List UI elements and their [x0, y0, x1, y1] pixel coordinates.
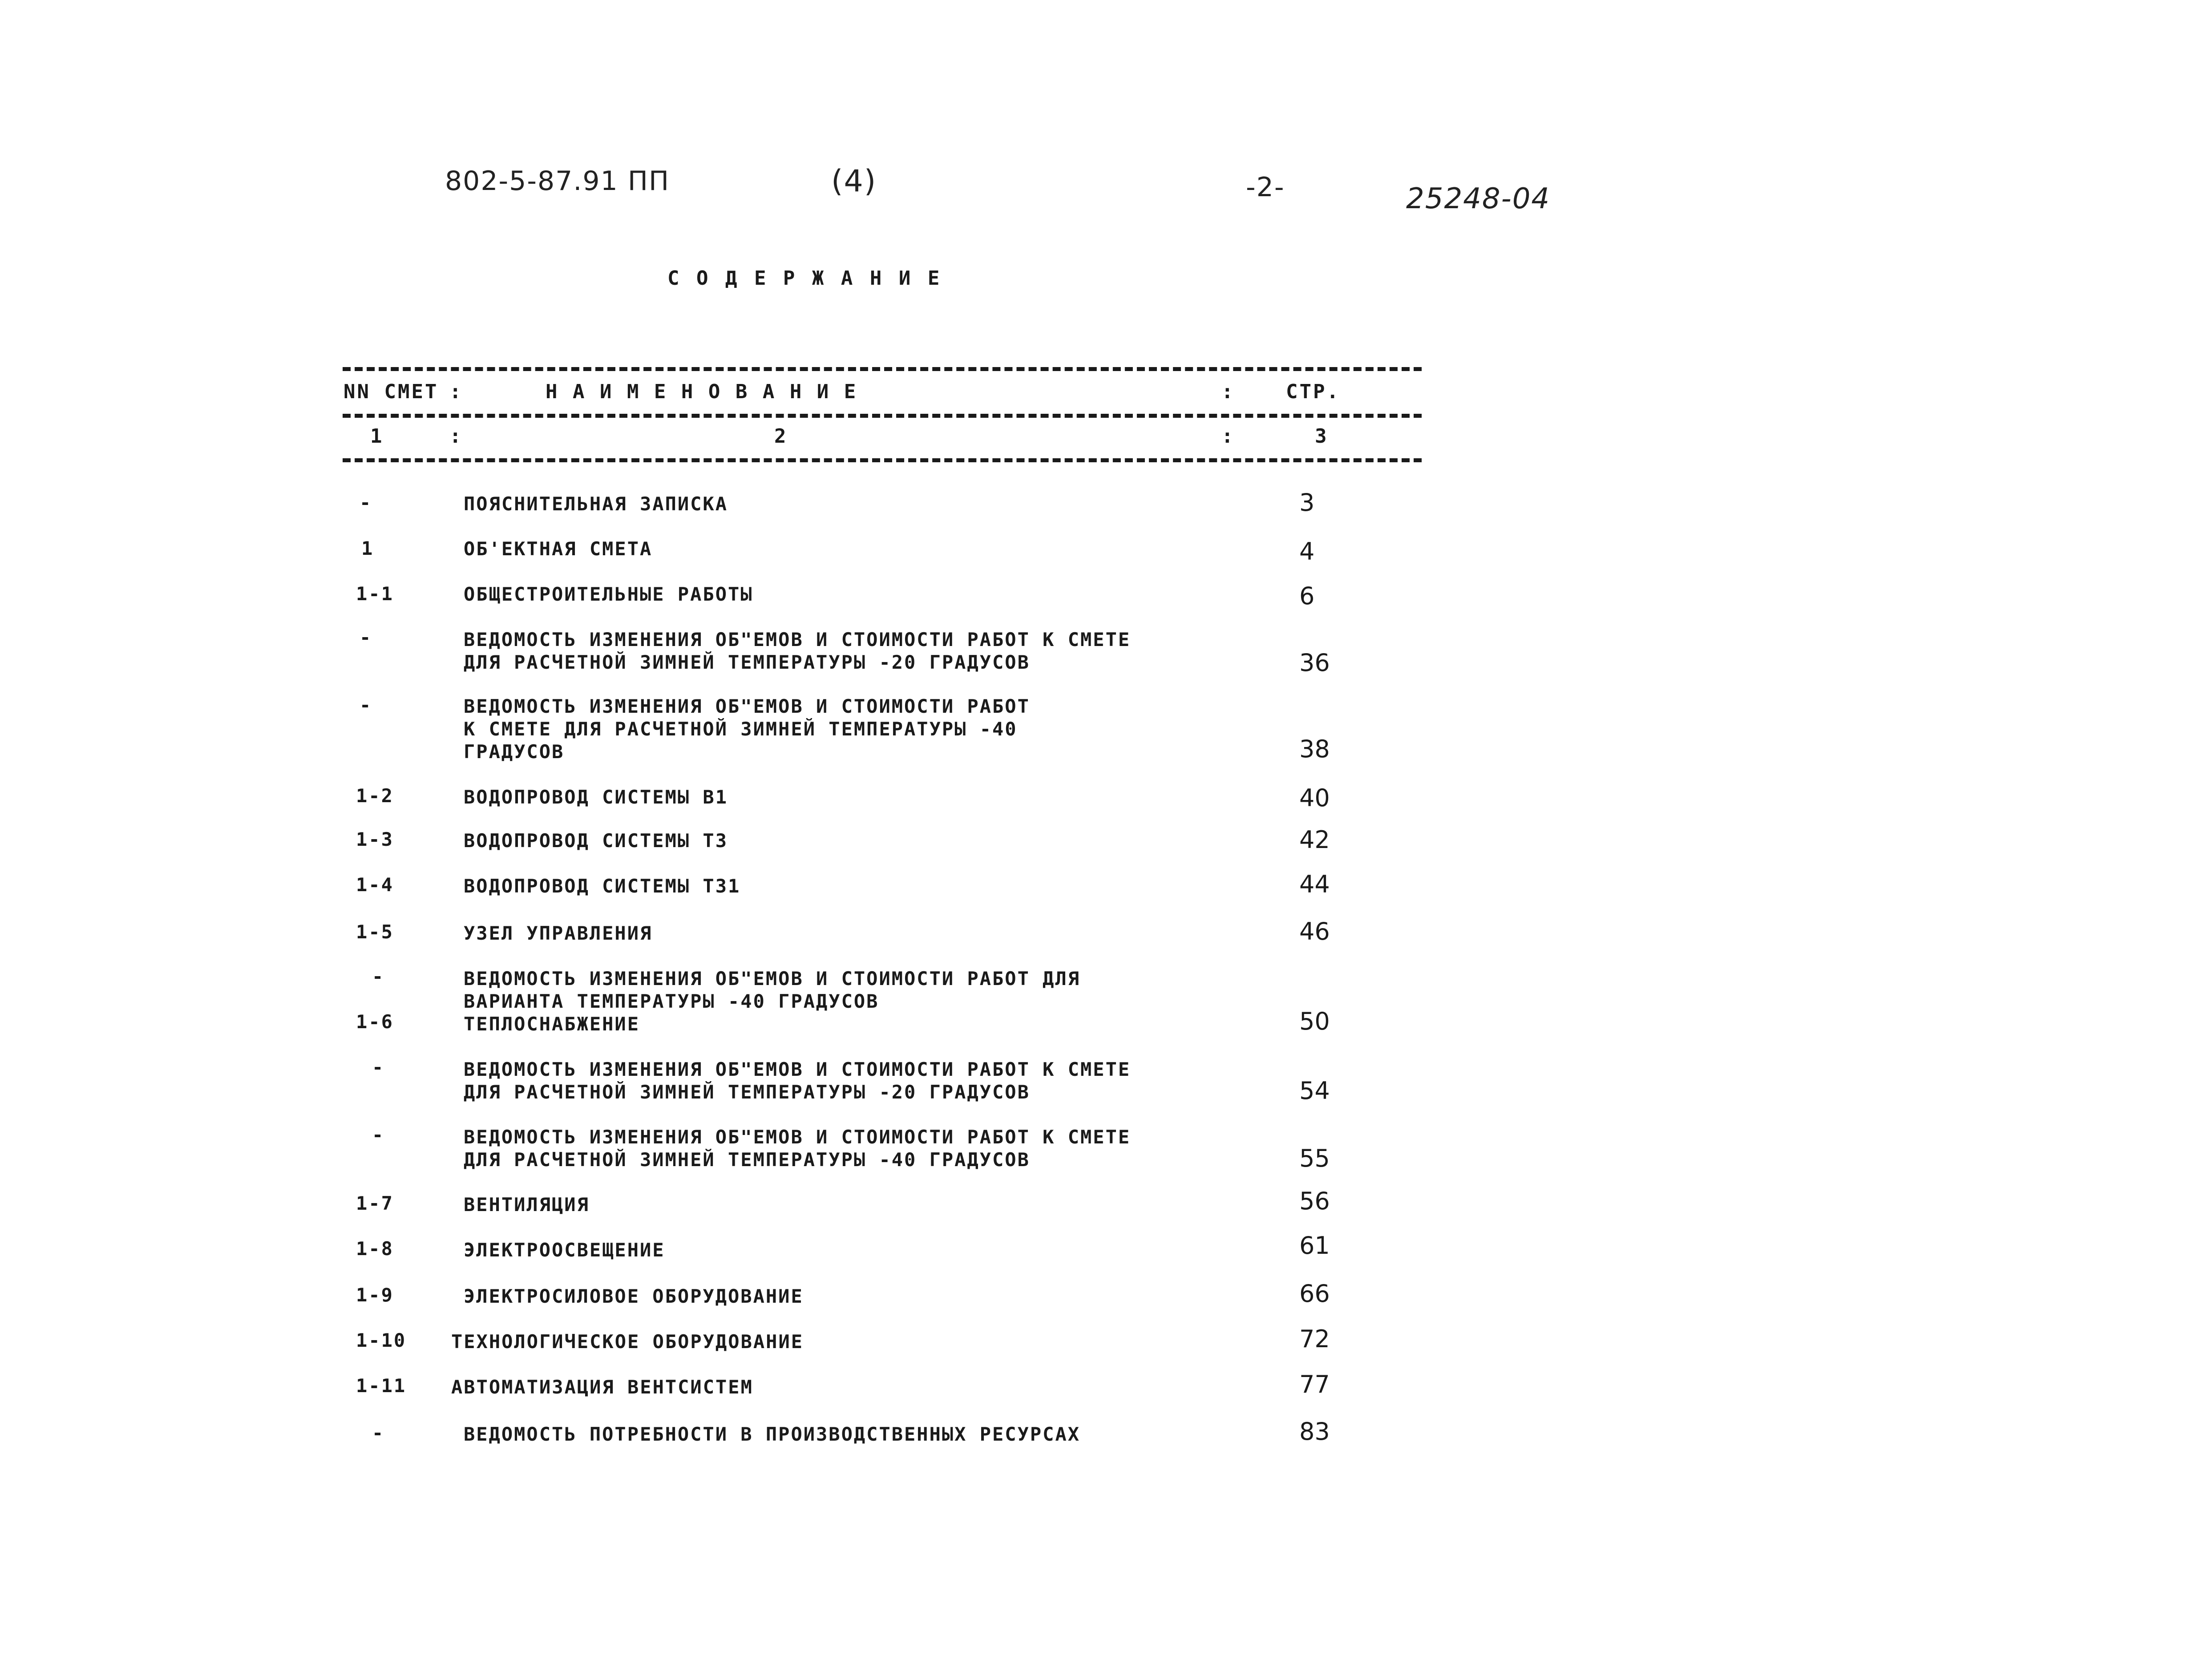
- row-name: ВЕДОМОСТЬ ИЗМЕНЕНИЯ ОБ"ЕМОВ И СТОИМОСТИ РАБОТ ДЛЯ ВАРИАНТА ТЕМПЕРАТУРЫ -40 ГРАДУСОВ ТЕПЛОСНАБЖЕНИЕ: [464, 968, 1081, 1035]
- row-code-secondary: 1-6: [356, 1011, 394, 1033]
- column-header-code: NN СМЕТ: [344, 380, 439, 403]
- column-header-page: СТР.: [1286, 380, 1340, 403]
- row-name: ОБ'ЕКТНАЯ СМЕТА: [464, 538, 653, 560]
- row-name: ТЕХНОЛОГИЧЕСКОЕ ОБОРУДОВАНИЕ: [451, 1331, 804, 1353]
- table-rule-bottom: [343, 458, 1422, 462]
- row-name: ВЕДОМОСТЬ ИЗМЕНЕНИЯ ОБ"ЕМОВ И СТОИМОСТИ РАБОТ К СМЕТЕ ДЛЯ РАСЧЕТНОЙ ЗИМНЕЙ ТЕМПЕРАТУРЫ -40 ГРАДУСОВ: [464, 1126, 1131, 1171]
- row-name: ВОДОПРОВОД СИСТЕМЫ В1: [464, 786, 728, 808]
- column-number-3: 3: [1315, 425, 1329, 448]
- row-page: 77: [1299, 1370, 1330, 1398]
- row-code: 1-3: [356, 828, 394, 850]
- row-code: 1-11: [356, 1375, 407, 1397]
- row-name: ЭЛЕКТРОСИЛОВОЕ ОБОРУДОВАНИЕ: [464, 1285, 804, 1307]
- row-code: 1-7: [356, 1192, 394, 1214]
- row-name: ЭЛЕКТРООСВЕЩЕНИЕ: [464, 1239, 665, 1261]
- column-number-2: 2: [774, 425, 788, 448]
- row-page: 54: [1299, 1077, 1330, 1105]
- row-name: УЗЕЛ УПРАВЛЕНИЯ: [464, 922, 653, 944]
- column-separator: :: [1221, 380, 1235, 403]
- row-page: 44: [1299, 870, 1330, 898]
- row-code: -: [360, 492, 372, 513]
- row-code: 1-1: [356, 583, 394, 605]
- page-number: -2-: [1246, 172, 1285, 203]
- column-separator: :: [1221, 425, 1235, 448]
- row-page: 38: [1299, 735, 1330, 763]
- row-name: ВОДОПРОВОД СИСТЕМЫ Т31: [464, 875, 741, 897]
- row-page: 36: [1299, 649, 1330, 677]
- row-code: 1-5: [356, 921, 394, 943]
- column-separator: :: [449, 425, 463, 448]
- row-page: 46: [1299, 917, 1330, 945]
- row-code: -: [360, 626, 372, 648]
- row-name: ВЕДОМОСТЬ ПОТРЕБНОСТИ В ПРОИЗВОДСТВЕННЫХ РЕСУРСАХ: [464, 1423, 1081, 1445]
- row-code: -: [372, 1056, 385, 1078]
- row-page: 50: [1299, 1007, 1330, 1035]
- row-code: 1: [361, 537, 374, 559]
- row-page: 40: [1299, 784, 1330, 812]
- row-name: ВОДОПРОВОД СИСТЕМЫ Т3: [464, 830, 728, 852]
- album-number: (4): [831, 164, 877, 199]
- row-name: ОБЩЕСТРОИТЕЛЬНЫЕ РАБОТЫ: [464, 583, 753, 605]
- row-name: ВЕДОМОСТЬ ИЗМЕНЕНИЯ ОБ"ЕМОВ И СТОИМОСТИ РАБОТ К СМЕТЕ ДЛЯ РАСЧЕТНОЙ ЗИМНЕЙ ТЕМПЕРАТУРЫ -20 ГРАДУСОВ: [464, 629, 1131, 673]
- row-page: 55: [1299, 1144, 1330, 1172]
- row-name: ВЕДОМОСТЬ ИЗМЕНЕНИЯ ОБ"ЕМОВ И СТОИМОСТИ РАБОТ К СМЕТЕ ДЛЯ РАСЧЕТНОЙ ЗИМНЕЙ ТЕМПЕРАТУРЫ -20 ГРАДУСОВ: [464, 1058, 1131, 1103]
- row-code: -: [360, 694, 372, 716]
- row-page: 56: [1299, 1187, 1330, 1215]
- row-code: 1-4: [356, 874, 394, 896]
- column-separator: :: [449, 380, 463, 403]
- document-code: 802-5-87.91 ПП: [445, 166, 670, 197]
- row-page: 61: [1299, 1232, 1330, 1260]
- row-name: ВЕНТИЛЯЦИЯ: [464, 1194, 590, 1216]
- row-code: 1-10: [356, 1329, 407, 1351]
- row-name: АВТОМАТИЗАЦИЯ ВЕНТСИСТЕМ: [451, 1376, 753, 1398]
- row-code: -: [372, 965, 385, 987]
- row-page: 83: [1299, 1418, 1330, 1446]
- row-page: 4: [1299, 537, 1315, 565]
- row-page: 42: [1299, 826, 1330, 854]
- row-code: 1-8: [356, 1238, 394, 1260]
- row-code: 1-9: [356, 1284, 394, 1306]
- table-rule-middle: [343, 414, 1422, 418]
- row-page: 66: [1299, 1280, 1330, 1308]
- page-title: С О Д Е Р Ж А Н И Е: [667, 267, 942, 290]
- inventory-number: 25248-04: [1406, 182, 1551, 215]
- row-name: ПОЯСНИТЕЛЬНАЯ ЗАПИСКА: [464, 493, 728, 515]
- row-code: -: [372, 1124, 385, 1146]
- row-page: 3: [1299, 489, 1315, 517]
- row-page: 72: [1299, 1325, 1330, 1353]
- row-code: -: [372, 1422, 385, 1444]
- column-header-name: Н А И М Е Н О В А Н И Е: [546, 380, 858, 403]
- row-page: 6: [1299, 582, 1315, 610]
- row-code: 1-2: [356, 785, 394, 807]
- table-rule-top: [343, 367, 1422, 371]
- row-name: ВЕДОМОСТЬ ИЗМЕНЕНИЯ ОБ"ЕМОВ И СТОИМОСТИ РАБОТ К СМЕТЕ ДЛЯ РАСЧЕТНОЙ ЗИМНЕЙ ТЕМПЕРАТУРЫ -40 ГРАДУСОВ: [464, 695, 1030, 763]
- column-number-1: 1: [370, 425, 384, 448]
